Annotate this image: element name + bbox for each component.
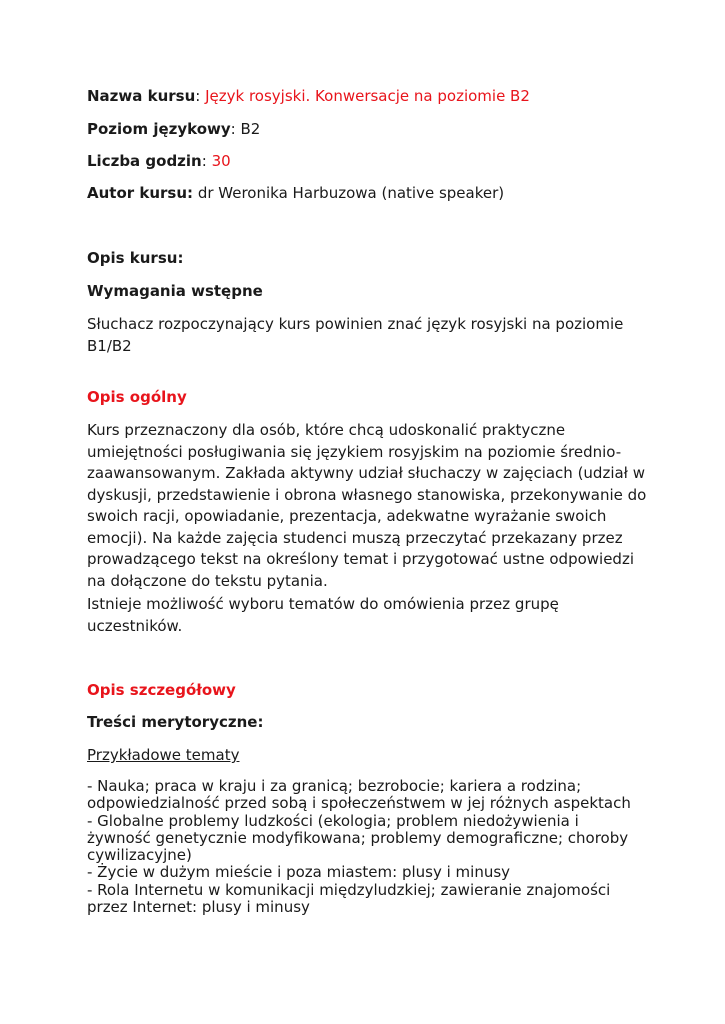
course-author-value: dr Weronika Harbuzowa (native speaker) — [197, 184, 505, 202]
course-hours-label: Liczba godzin — [87, 152, 202, 170]
list-item: - Rola Internetu w komunikacji międzyludzkiej; zawieranie znajomości przez Internet: plusy i minusy — [87, 880, 611, 917]
topics-list — [87, 778, 647, 916]
list-item: - Globalne problemy ludzkości (ekologia; problem niedożywienia i żywność genetycznie modyfikowana; problemy demograficzne; choroby cywilizacyjne) — [87, 811, 629, 865]
example-topics-heading: Przykładowe tematy — [87, 746, 240, 764]
list-item: - Życie w dużym mieście i poza miastem: plusy i minusy — [87, 863, 511, 882]
course-level-label: Poziom językowy — [87, 120, 231, 138]
detailed-description-heading: Opis szczegółowy — [87, 681, 236, 699]
course-level-value: B2 — [240, 120, 261, 138]
course-name-label: Nazwa kursu — [87, 87, 196, 105]
course-hours-line: Liczba godzin: 30 — [87, 152, 231, 170]
requirements-text: Słuchacz rozpoczynający kurs powinien znać język rosyjski na poziomie B1/B2 — [87, 315, 624, 355]
requirements-heading: Wymagania wstępne — [87, 282, 263, 300]
course-hours-value: 30 — [211, 152, 231, 170]
general-description-paragraph: Kurs przeznaczony dla osób, które chcą udoskonalić praktyczne umiejętności posługiwania się językiem rosyjskim na poziomie średnio-zaawansowanym. Zakłada aktywny udział słuchaczy w zajęciach (udział w dyskusji, przedstawienie i obrona własnego stanowiska, przekonywanie do swoich racji, opowiadanie, prezentacja, adekwatne wyrażanie swoich emocji). Na każde zajęcia studenci muszą przeczytać przekazany przez prowadzącego tekst na określony temat i przygotować ustne odpowiedzi na dołączone do tekstu pytania. — [87, 421, 647, 590]
course-author-label: Autor kursu: — [87, 184, 194, 202]
general-description-heading: Opis ogólny — [87, 388, 187, 406]
course-description-heading: Opis kursu: — [87, 249, 184, 267]
course-author-line — [87, 183, 504, 203]
topic-choice-paragraph: Istnieje możliwość wyboru tematów do omówienia przez grupę uczestników. — [87, 595, 559, 635]
content-heading: Treści merytoryczne: — [87, 713, 264, 731]
course-name-value: Język rosyjski. Konwersacje na poziomie B2 — [205, 87, 530, 105]
course-name-line: Nazwa kursu: Język rosyjski. Konwersacje na poziomie B2 — [87, 87, 530, 105]
course-level-line: Poziom językowy: B2 — [87, 120, 261, 138]
list-item: - Nauka; praca w kraju i za granicą; bezrobocie; kariera a rodzina; odpowiedzialność przed sobą i społeczeństwem w jej różnych aspektach — [87, 777, 631, 813]
